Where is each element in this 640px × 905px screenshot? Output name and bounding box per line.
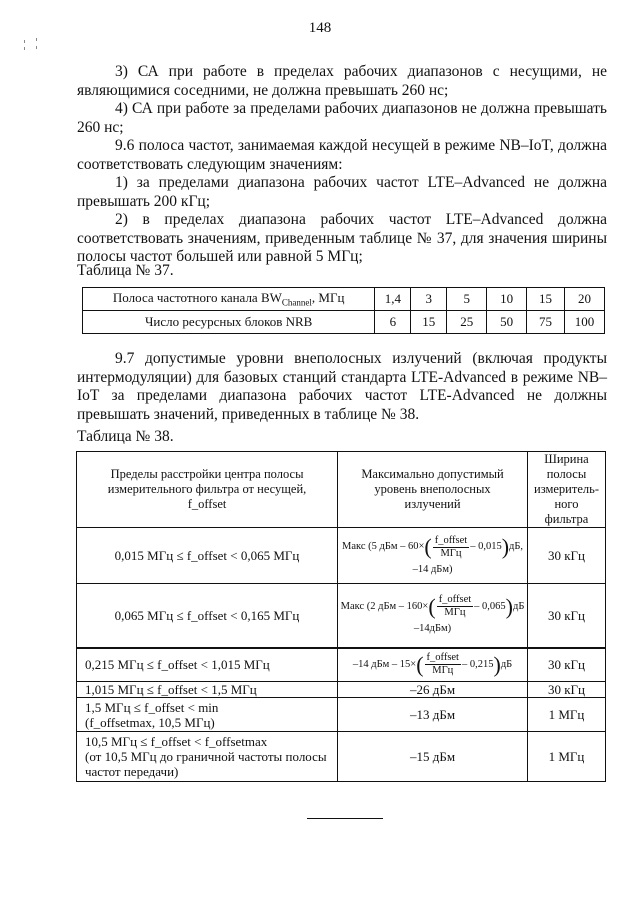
table-row bbox=[77, 648, 606, 682]
filter-bandwidth: 30 кГц bbox=[528, 584, 606, 648]
table-cell: 100 bbox=[565, 311, 605, 334]
paragraph-p6: 9.7 допустимые уровни внеполосных излучений (включая продукты интермодуляции) для базовых станций стандарта LTE-Advanced в режиме NB–IoT за пределами диапазона рабочих частот LTE-Advanced не должны превышать значений, приведенных в таблице № 38. bbox=[77, 350, 607, 423]
table-cell: 10 bbox=[487, 288, 527, 311]
offset-range: 1,5 МГц ≤ f_offset < min (f_offsetmax, 10,5 МГц) bbox=[77, 698, 338, 732]
filter-bandwidth: 30 кГц bbox=[528, 528, 606, 584]
table-cell: 75 bbox=[527, 311, 565, 334]
emission-level: –13 дБм bbox=[338, 698, 528, 732]
table-row bbox=[77, 528, 606, 584]
table37-rb-label: Число ресурсных блоков NRB bbox=[83, 311, 375, 334]
emission-level: –26 дБм bbox=[338, 682, 528, 698]
table-row bbox=[77, 682, 606, 698]
table-row bbox=[77, 732, 606, 782]
table-cell: 50 bbox=[487, 311, 527, 334]
table-cell: 15 bbox=[527, 288, 565, 311]
table37-row-bandwidth bbox=[83, 288, 605, 311]
body-text-upper bbox=[77, 63, 607, 267]
table-cell: 15 bbox=[411, 311, 447, 334]
table-cell: 25 bbox=[447, 311, 487, 334]
paragraph-p2: 4) СА при работе за пределами рабочих диапазонов не должна превышать 260 нс; bbox=[77, 100, 607, 136]
filter-bandwidth: 1 МГц bbox=[528, 732, 606, 782]
emission-formula: Макс (5 дБм – 60×( $\frac{\text{f\_offset}}{\text{МГц}}$ – 0,015)дБ, –14 дБм) bbox=[338, 528, 528, 584]
paragraph-p3: 9.6 полоса частот, занимаемая каждой несущей в режиме NB–IoT, должна соответствовать следующим значениям: bbox=[77, 137, 607, 173]
table38-caption: Таблица № 38. bbox=[77, 428, 174, 445]
offset-range: 10,5 МГц ≤ f_offset < f_offsetmax (от 10,5 МГц до граничной частоты полосы частот передачи) bbox=[77, 732, 338, 782]
table-cell: 20 bbox=[565, 288, 605, 311]
paragraph-p5: 2) в пределах диапазона рабочих частот LTE–Advanced должна соответствовать значениям, приведенным таблице № 37, для значения ширины полосы частот большей или равной 5 МГц; bbox=[77, 211, 607, 265]
emission-formula: Макс (2 дБм – 160×( $\frac{\text{f\_offset}}{\text{МГц}}$ – 0,065)дБ –14дБм) bbox=[338, 584, 528, 648]
offset-range: 0,015 МГц ≤ f_offset < 0,065 МГц bbox=[77, 528, 338, 584]
page-number: 148 bbox=[308, 20, 332, 36]
table-row bbox=[77, 584, 606, 648]
filter-bandwidth: 30 кГц bbox=[528, 648, 606, 682]
table-cell: 6 bbox=[375, 311, 411, 334]
offset-range: 0,065 МГц ≤ f_offset < 0,165 МГц bbox=[77, 584, 338, 648]
emission-formula: –14 дБм – 15×( $\frac{\text{f\_offset}}{\text{МГц}}$ – 0,215)дБ bbox=[338, 648, 528, 682]
emission-level: –15 дБм bbox=[338, 732, 528, 782]
table37-caption: Таблица № 37. bbox=[77, 262, 174, 279]
table37-bandwidth-label: Полоса частотного канала $BW_{Channel}$, МГц bbox=[83, 288, 375, 311]
offset-range: 0,215 МГц ≤ f_offset < 1,015 МГц bbox=[77, 648, 338, 682]
table-38 bbox=[76, 451, 606, 782]
table38-header-level: Максимально допустимый уровень внеполосных излучений bbox=[338, 452, 528, 528]
table-row bbox=[77, 698, 606, 732]
table-cell: 1,4 bbox=[375, 288, 411, 311]
table38-header-bandwidth: Ширина полосы измеритель-ного фильтра bbox=[528, 452, 606, 528]
filter-bandwidth: 1 МГц bbox=[528, 698, 606, 732]
footer-rule bbox=[307, 818, 383, 819]
paragraph-p1: 3) СА при работе в пределах рабочих диапазонов с несущими, не являющимися соседними, не должна превышать 260 нс; bbox=[77, 63, 607, 99]
table38-header-offset: Пределы расстройки центра полосы измерительного фильтра от несущей, f_offset bbox=[77, 452, 338, 528]
scan-margin-mark bbox=[22, 38, 40, 52]
table-cell: 3 bbox=[411, 288, 447, 311]
table-37 bbox=[82, 287, 605, 334]
table38-header-row bbox=[77, 452, 606, 528]
offset-range: 1,015 МГц ≤ f_offset < 1,5 МГц bbox=[77, 682, 338, 698]
body-text-lower bbox=[77, 350, 607, 424]
filter-bandwidth: 30 кГц bbox=[528, 682, 606, 698]
paragraph-p4: 1) за пределами диапазона рабочих частот LTE–Advanced не должна превышать 200 кГц; bbox=[77, 174, 607, 210]
table37-row-resource-blocks bbox=[83, 311, 605, 334]
table-cell: 5 bbox=[447, 288, 487, 311]
